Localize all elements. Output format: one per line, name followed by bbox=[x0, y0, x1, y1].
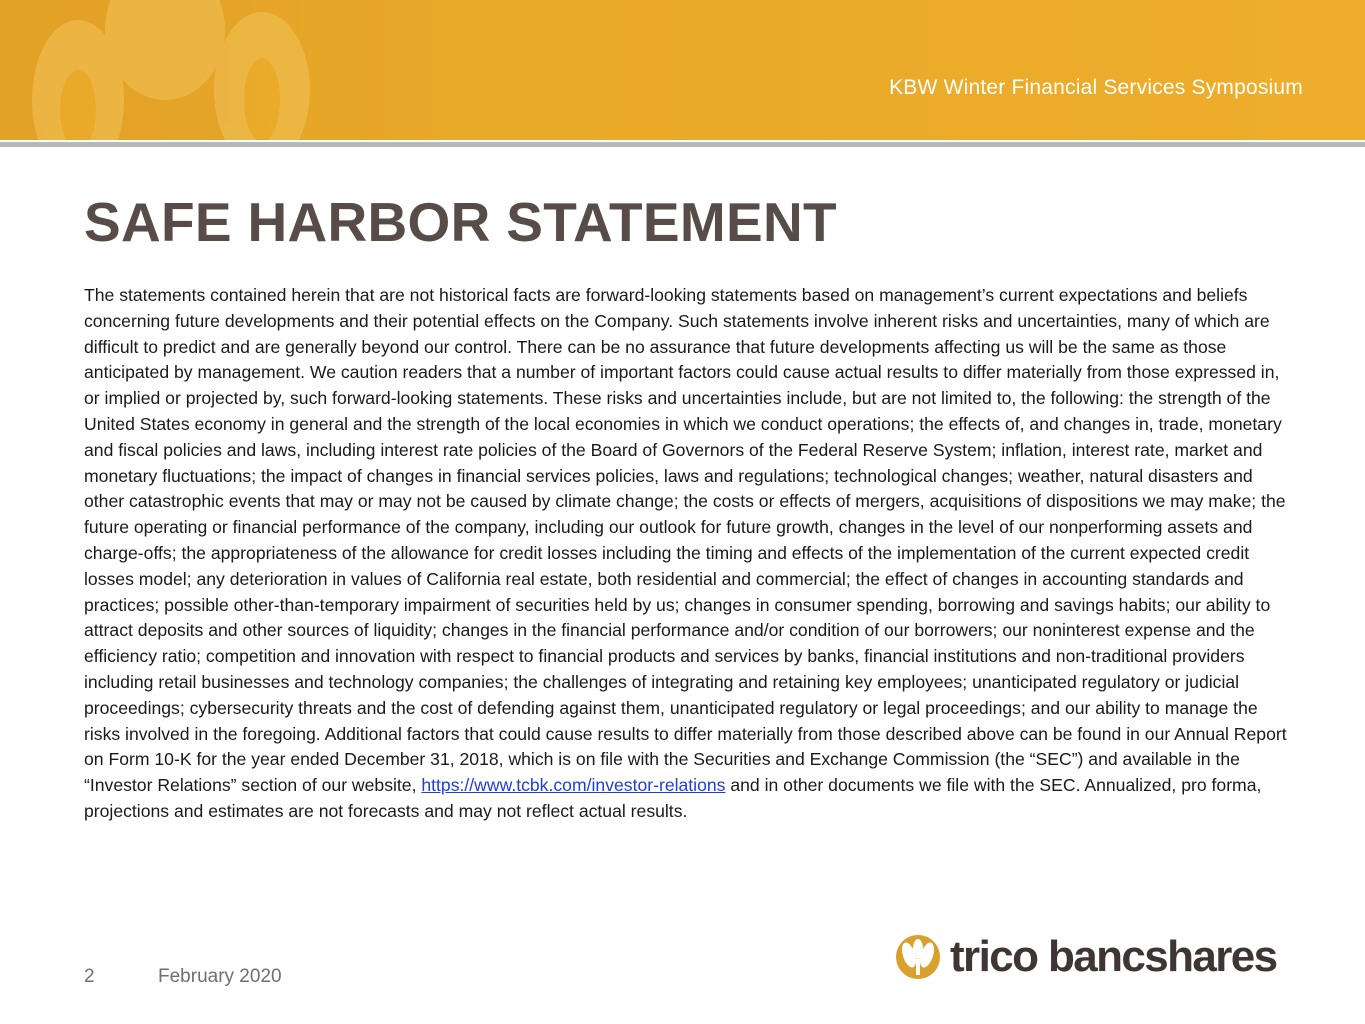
logo-wordmark: trico bancshares bbox=[950, 932, 1277, 981]
header-divider bbox=[0, 142, 1365, 147]
paragraph-text: The statements contained herein that are not historical facts are forward-looking statements based on management’s current expectations and beliefs concerning future developments and their potential effects on the Company. Such statements involve inherent risks and uncertainties, many of which are difficult to predict and are generally beyond our control. There can be no assurance that future developments affecting us will be the same as those anticipated by management. We caution readers that a number of important factors could cause actual results to differ materially from those expressed in, or implied or projected by, such forward-looking statements. These risks and uncertainties include, but are not limited to, the following: the strength of the United States economy in general and the strength of the local economies in which we conduct operations; the effects of, and changes in, trade, monetary and fiscal policies and laws, including interest rate policies of the Board of Governors of the Federal Reserve System; inflation, interest rate, market and monetary fluctuations; the impact of changes in financial services policies, laws and regulations; technological changes; weather, natural disasters and other catastrophic events that may or may not be caused by climate change; the costs or effects of mergers, acquisitions of dispositions we may make; the future operating or financial performance of the company, including our outlook for future growth, changes in the level of our nonperforming assets and charge-offs; the appropriateness of the allowance for credit losses including the timing and effects of the implementation of the current expected credit losses model; any deterioration in values of California real estate, both residential and commercial; the effect of changes in accounting standards and practices; possible other-than-temporary impairment of securities held by us; changes in consumer spending, borrowing and savings habits; our ability to attract deposits and other sources of liquidity; changes in the financial performance and/or condition of our borrowers; our noninterest expense and the efficiency ratio; competition and innovation with respect to financial products and services by banks, financial institutions and non-traditional providers including retail businesses and technology companies; the challenges of integrating and retaining key employees; unanticipated regulatory or judicial proceedings; cybersecurity threats and the cost of defending against them, unanticipated regulatory or legal proceedings; and our ability to manage the risks involved in the foregoing. Additional factors that could cause results to differ materially from those described above can be found in our Annual Report on Form 10-K for the year ended December 31, 2018, which is on file with the Securities and Exchange Commission (the “SEC”) and available in the “Investor Relations” section of our website, bbox=[84, 285, 1287, 796]
slide-number: 2 bbox=[84, 966, 95, 987]
company-logo bbox=[894, 932, 1277, 982]
paragraph-text-end: and in other documents we file with the SEC. Annualized, pro forma, projections and estimates are not forecasts and may not reflect actual results. bbox=[84, 775, 1262, 821]
investor-relations-link[interactable]: https://www.tcbk.com/investor-relations bbox=[421, 775, 726, 796]
wheat-sheaf-icon bbox=[894, 933, 942, 981]
slide-date: February 2020 bbox=[158, 966, 282, 987]
event-title: KBW Winter Financial Services Symposium bbox=[889, 76, 1303, 99]
header-banner bbox=[0, 0, 1365, 140]
safe-harbor-paragraph bbox=[84, 283, 1289, 825]
page-title: SAFE HARBOR STATEMENT bbox=[84, 191, 837, 253]
wheat-watermark-icon bbox=[0, 0, 320, 140]
